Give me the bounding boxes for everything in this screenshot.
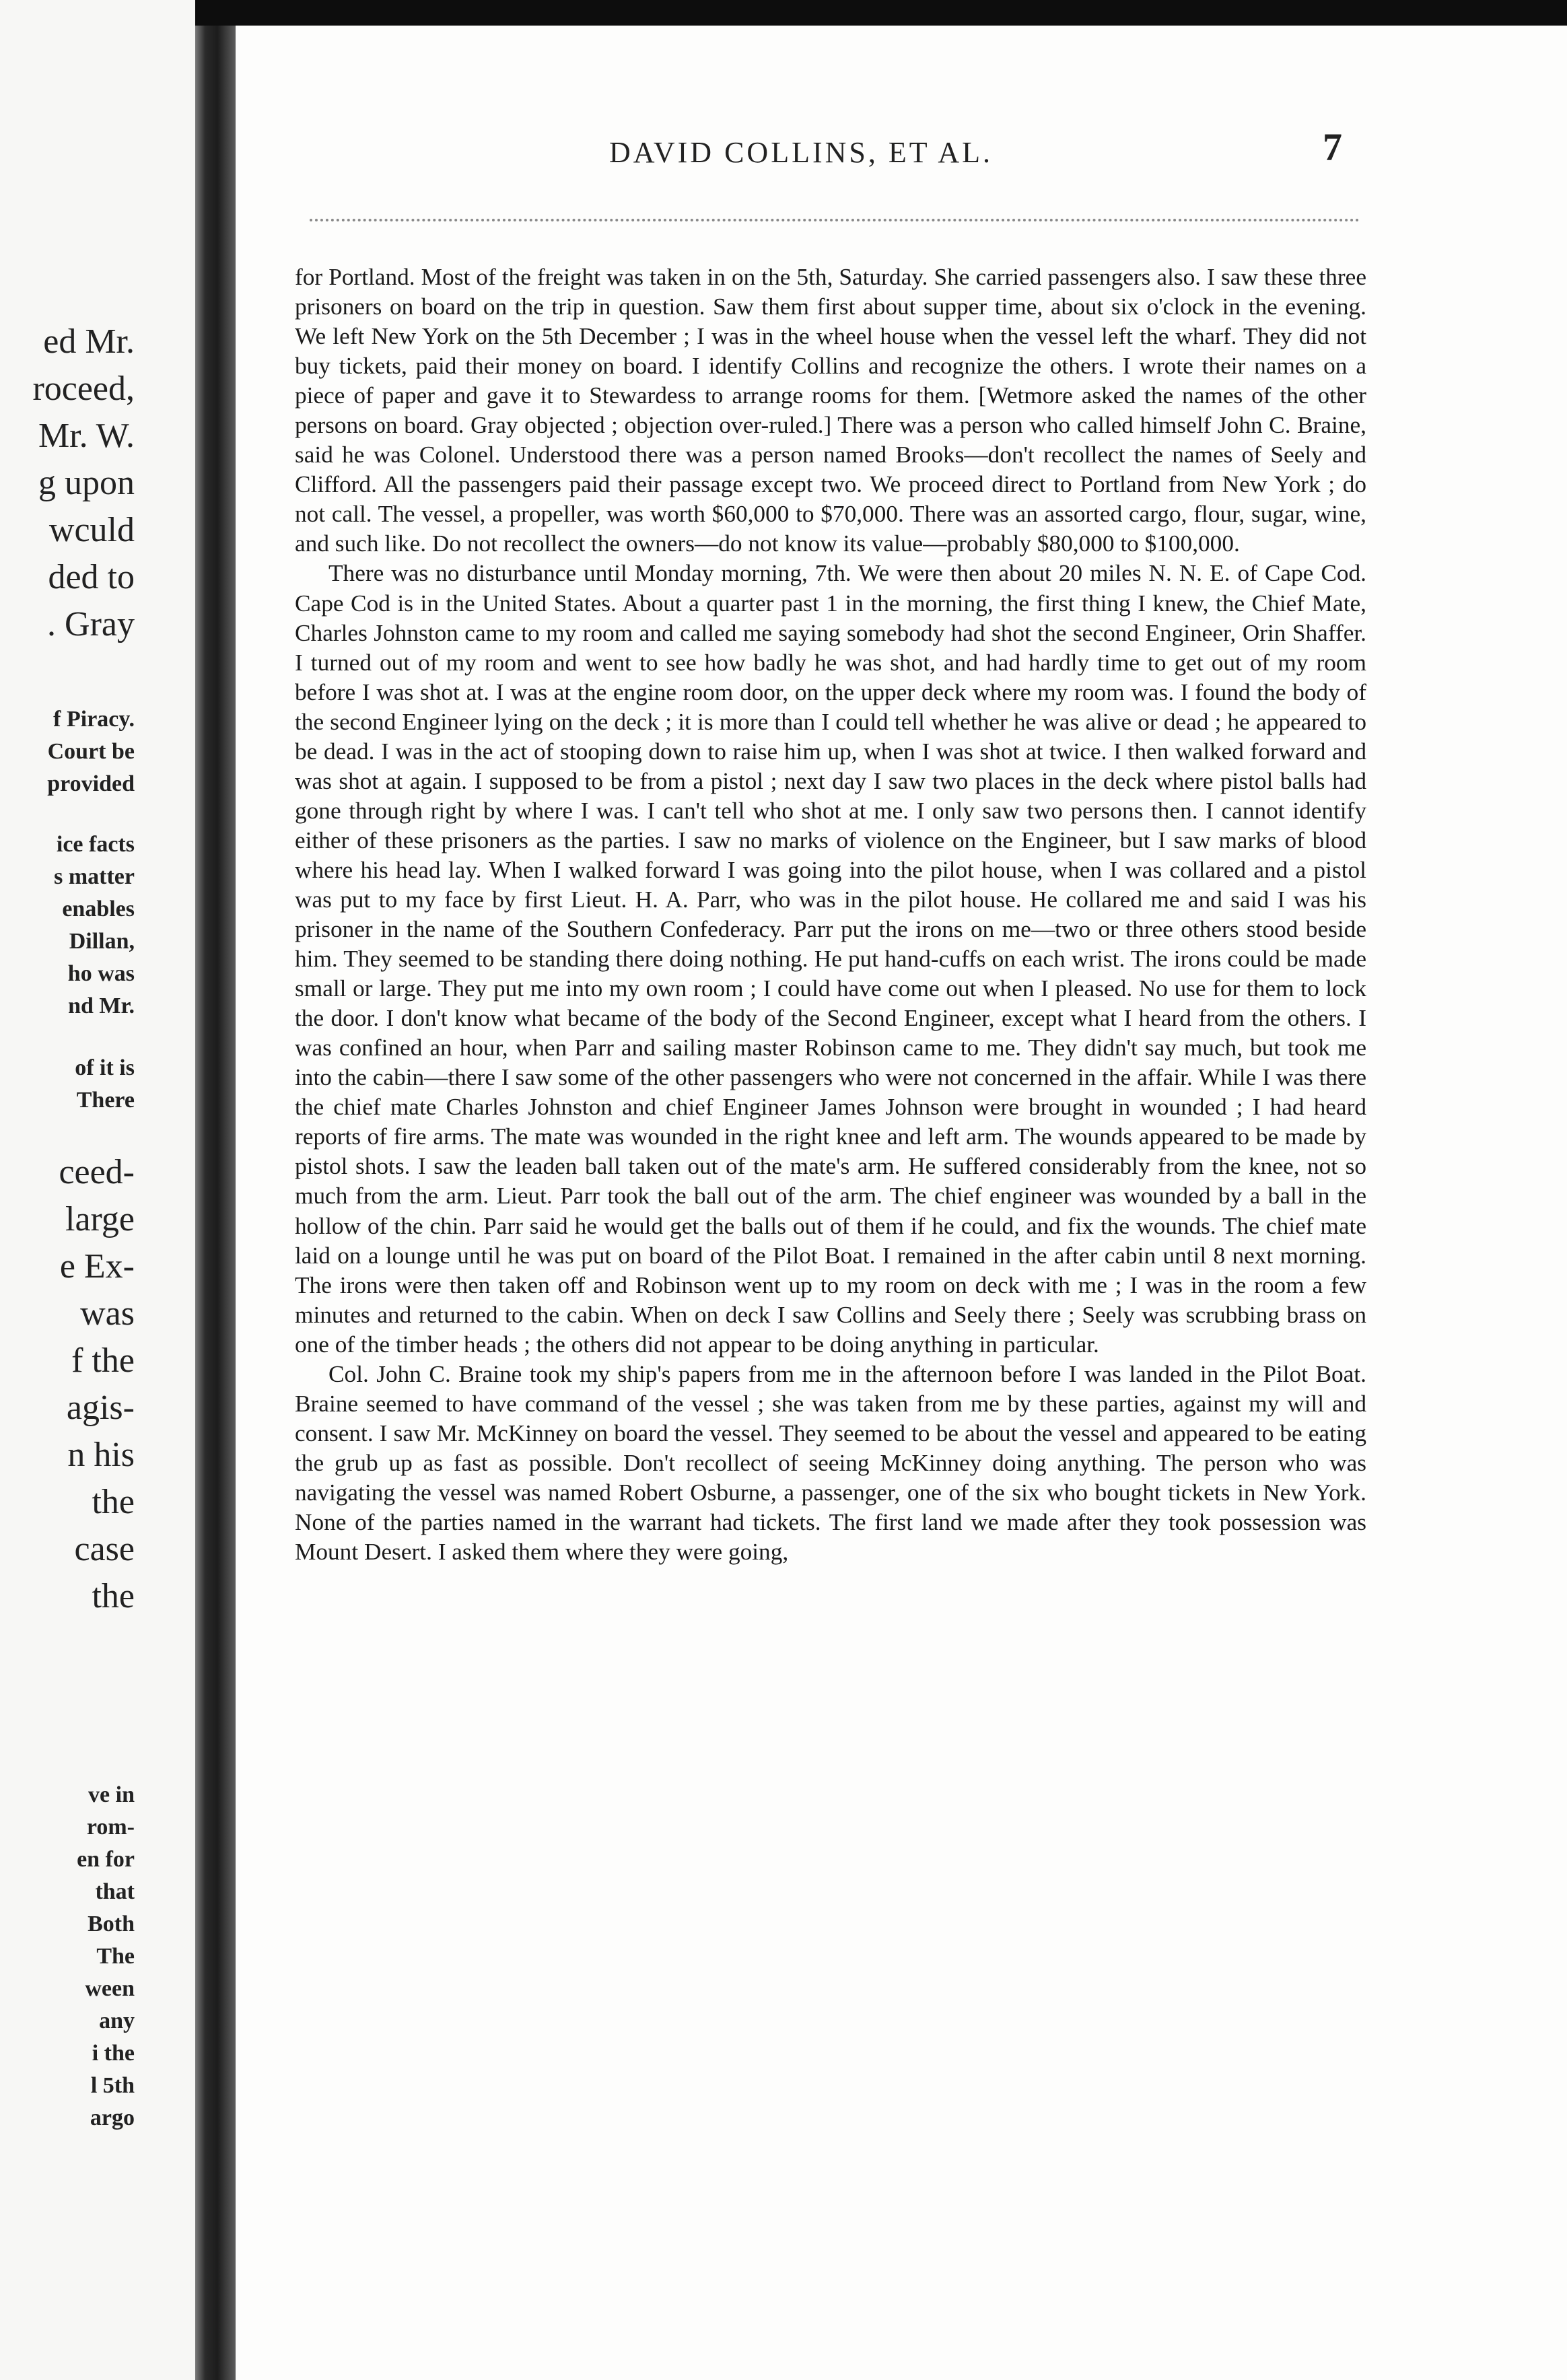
facing-page-text-fragment: ceed- <box>59 1153 135 1191</box>
body-text <box>295 262 1366 1567</box>
facing-page-text-fragment: f the <box>71 1341 135 1380</box>
facing-page-text-fragment: en for <box>77 1847 135 1872</box>
facing-page-text-fragment: nd Mr. <box>68 993 135 1018</box>
facing-page-text-fragment: any <box>99 2008 135 2033</box>
facing-page-text-fragment: ve in <box>88 1782 135 1807</box>
facing-page-text-fragment: enables <box>62 897 135 921</box>
facing-page-text-fragment: s matter <box>54 864 135 889</box>
facing-page-text-fragment: Dillan, <box>69 929 135 954</box>
book-gutter <box>195 0 236 2380</box>
facing-page-text-fragment: ween <box>85 1976 135 2001</box>
facing-page-text-fragment: roceed, <box>32 370 135 408</box>
facing-page-text-fragment: agis- <box>66 1389 135 1427</box>
running-head-title: DAVID COLLINS, ET AL. <box>609 136 994 169</box>
paragraph-3: Col. John C. Braine took my ship's papers from me in the afternoon before I was landed in the Pilot Boat. Braine seemed to have command of the vessel ; she was taken from me by these parties, against my will and consent. I saw Mr. McKinney on board the vessel. They seemed to be about the vessel and appeared to be eating the grub up as fast as possible. Don't recollect of seeing McKinney doing anything. The person who was navigating the vessel was named Robert Osburne, a passenger, one of the six who bought tickets in New York. None of the parties named in the warrant had tickets. The first land we made after they took possession was Mount Desert. I asked them where they were going, <box>295 1360 1366 1566</box>
facing-page-text-fragment: There <box>76 1088 135 1113</box>
page-number: 7 <box>1323 125 1345 169</box>
facing-page-text-fragment: case <box>74 1530 135 1568</box>
facing-page-text-fragment: . Gray <box>47 605 135 643</box>
facing-page-text-fragment: g upon <box>38 464 135 502</box>
facing-page-text-fragment: ho was <box>67 961 135 986</box>
facing-page-text-fragment: wculd <box>48 511 135 549</box>
facing-page-fragment <box>0 0 202 2380</box>
facing-page-text-fragment: ded to <box>48 558 135 596</box>
facing-page-text-fragment: Both <box>88 1912 135 1936</box>
top-binding-edge <box>195 0 1567 26</box>
facing-page-text-fragment: the <box>92 1577 135 1615</box>
facing-page-text-fragment: that <box>95 1879 135 1904</box>
facing-page-text-fragment: f Piracy. <box>53 707 135 732</box>
facing-page-text-fragment: i the <box>92 2041 135 2066</box>
facing-page-text-fragment: The <box>96 1944 135 1969</box>
facing-page-text-fragment: n his <box>67 1436 135 1474</box>
header-rule <box>310 219 1360 221</box>
facing-page-text-fragment: ed Mr. <box>43 322 135 361</box>
facing-page-text-fragment: the <box>92 1483 135 1521</box>
facing-page-text-fragment: of it is <box>75 1055 135 1080</box>
facing-page-text-fragment: large <box>65 1200 135 1238</box>
facing-page-text-fragment: rom- <box>86 1815 135 1840</box>
facing-page-text-fragment: ice facts <box>56 832 135 857</box>
facing-page-text-fragment: was <box>80 1294 135 1333</box>
facing-page-text-fragment: provided <box>47 771 135 796</box>
paragraph-1: for Portland. Most of the freight was taken in on the 5th, Saturday. She carried passengers also. I saw these three prisoners on board on the trip in question. Saw them first about supper time, about six o'clock in the evening. We left New York on the 5th December ; I was in the wheel house when the vessel left the wharf. They did not buy tickets, paid their money on board. I identify Collins and recognize the others. I wrote their names on a piece of paper and gave it to Stewardess to arrange rooms for them. [Wetmore asked the names of the other persons on board. Gray objected ; objection over-ruled.] There was a person who called himself John C. Braine, said he was Colonel. Understood there was a person named Brooks—don't recollect the names of Seely and Clifford. All the passengers paid their passage except two. We proceed direct to Portland from New York ; do not call. The vessel, a propeller, was worth $60,000 to $70,000. There was an assorted cargo, flour, sugar, wine, and such like. Do not recollect the owners—do not know its value—probably $80,000 to $100,000. <box>295 264 1366 557</box>
facing-page-text-fragment: l 5th <box>90 2073 135 2098</box>
facing-page-text-fragment: Court be <box>47 739 135 764</box>
facing-page-text-fragment: argo <box>90 2105 135 2130</box>
facing-page-text-fragment: Mr. W. <box>38 417 135 455</box>
paragraph-2: There was no disturbance until Monday morning, 7th. We were then about 20 miles N. N. E. of Cape Cod. Cape Cod is in the United States. About a quarter past 1 in the morning, the first thing I knew, the Chief Mate, Charles Johnston came to my room and called me saying somebody had shot the second Engineer, Orin Shaffer. I turned out of my room and went to see how badly he was shot, and had hardly time to get out of my room before I was shot at. I was at the engine room door, on the upper deck where my room was. I found the body of the second Engineer lying on the deck ; it is more than I could tell whether he was alive or dead ; he appeared to be dead. I was in the act of stooping down to raise him up, when I was shot at twice. I then walked forward and was shot at again. I supposed to be from a pistol ; next day I saw two places in the deck where pistol balls had gone through right by where I was. I can't tell who shot at me. I only saw two persons then. I cannot identify either of these prisoners as the parties. I saw no marks of violence on the Engineer, but I saw marks of blood where his head lay. When I walked forward I was going into the pilot house, when I was collared and a pistol was put to my face by first Lieut. H. A. Parr, who was in the pilot house. He collared me and said I was his prisoner in the name of the Southern Confederacy. Parr put the irons on me—two or three others stood beside him. They seemed to be standing there doing nothing. He put hand-cuffs on each wrist. The irons could be made small or large. They put me into my own room ; I could have come out when I pleased. No use for them to lock the door. I don't know what became of the body of the Second Engineer, except what I heard from the others. I was confined an hour, when Parr and sailing master Robinson came to me. They didn't say much, but took me into the cabin—there I saw some of the other passengers who were not concerned in the affair. While I was there the chief mate Charles Johnston and chief Engineer James Johnson were brought in wounded ; I had heard reports of fire arms. The mate was wounded in the right knee and left arm. The wounds appeared to be made by pistol shots. I saw the leaden ball taken out of the mate's arm. He suffered considerably from the knee, not so much from the arm. Lieut. Parr took the ball out of the arm. The chief engineer was wounded by a ball in the hollow of the chin. Parr said he would get the balls out of them if he could, and fix the wounds. The chief mate laid on a lounge until he was put on board of the Pilot Boat. I remained in the after cabin until 8 next morning. The irons were then taken off and Robinson went up to my room on deck with me ; I was in the room a few minutes and returned to the cabin. When on deck I saw Collins and Seely there ; Seely was scrubbing brass on one of the timber heads ; the others did not appear to be doing anything in particular. <box>295 560 1366 1358</box>
facing-page-text-fragment: e Ex- <box>59 1247 135 1286</box>
